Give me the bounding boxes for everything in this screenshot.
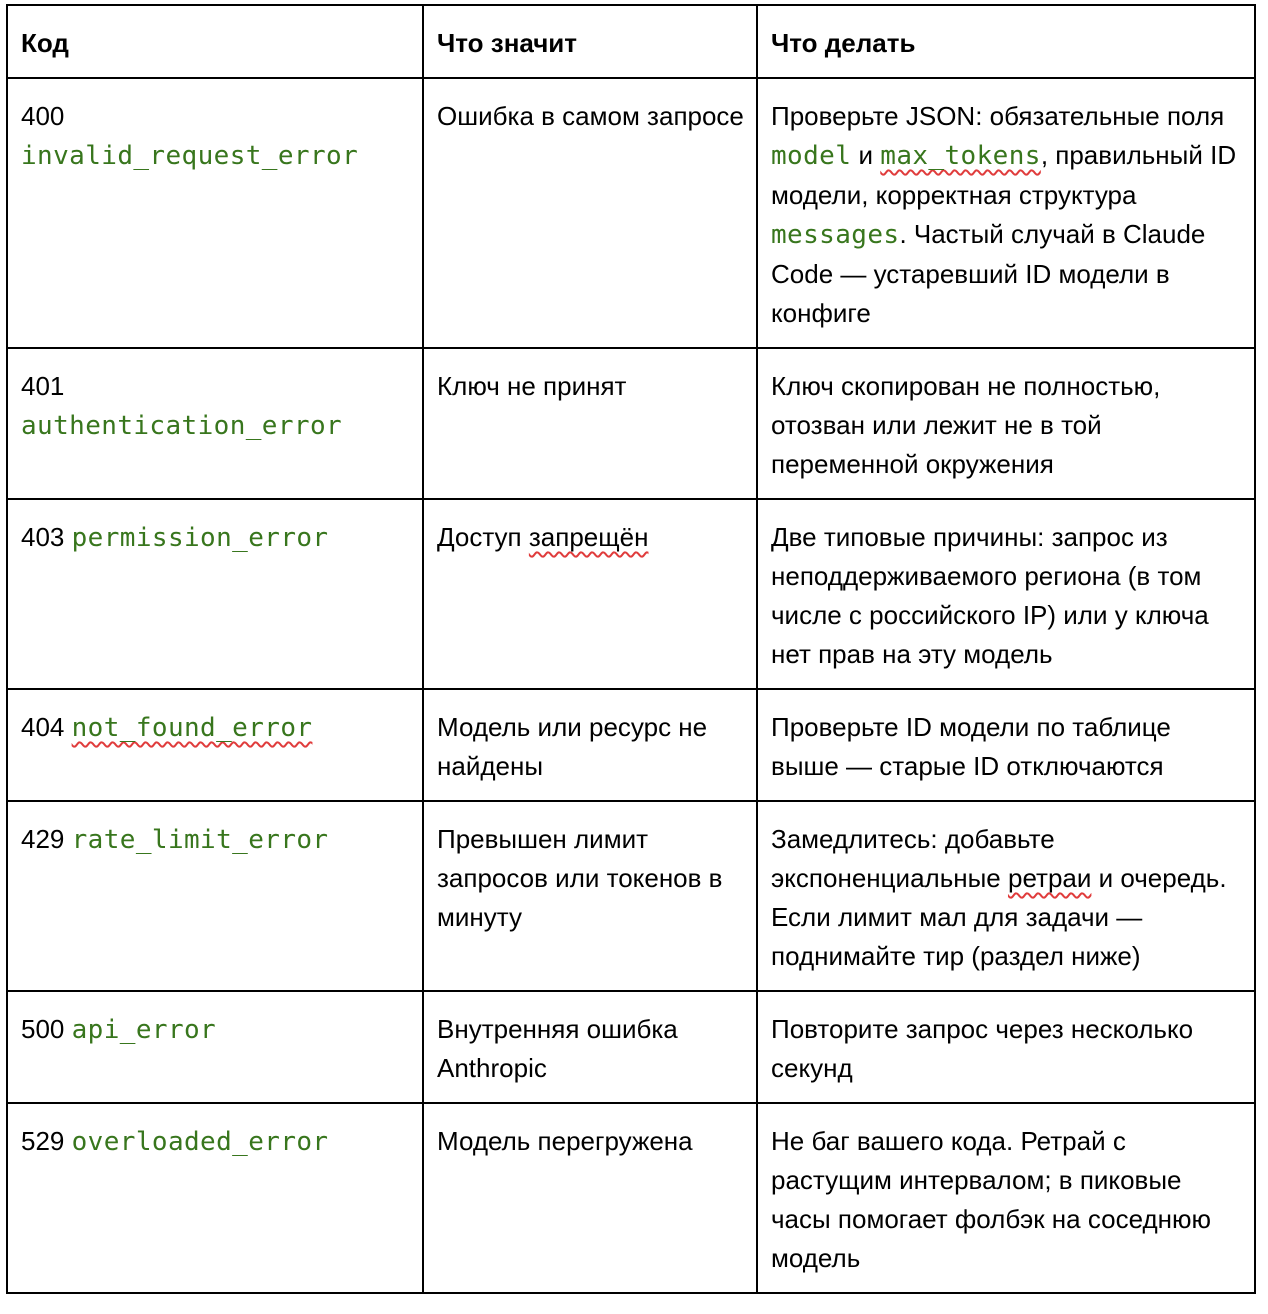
action-text: и [851,140,881,170]
header-action: Что делать [757,5,1255,78]
table-row [7,689,1255,801]
action-text: , правильный ID модели, корректная структура [771,140,1237,210]
action-cell [757,801,1255,991]
code-cell [7,499,423,689]
action-cell [757,78,1255,348]
table-row [7,499,1255,689]
status-code: 400 [21,101,65,131]
status-code: 529 [21,1126,65,1156]
action-text: . Частый случай в Claude Code — устаревший ID модели в конфиге [771,219,1206,328]
error-type: not_found_error [71,713,313,743]
error-type: invalid_request_error [21,141,359,171]
error-type: permission_error [71,523,329,553]
error-type: overloaded_error [71,1127,329,1157]
action-text: и очередь. Если лимит мал для задачи — поднимайте тир (раздел ниже) [771,863,1227,971]
status-code: 429 [21,824,65,854]
meaning-cell: Внутренняя ошибка Anthropic [423,991,757,1103]
table-row [7,801,1255,991]
action-cell: Ключ скопирован не полностью, отозван или лежит не в той переменной окружения [757,348,1255,499]
table-row [7,991,1255,1103]
table-row [7,78,1255,348]
inline-code: max_tokens [880,141,1041,171]
meaning-cell: Ошибка в самом запросе [423,78,757,348]
action-text: Замедлитесь: добавьте экспоненциальные [771,824,1055,893]
error-codes-table [6,4,1256,1294]
header-code: Код [7,5,423,78]
meaning-cell: Модель или ресурс не найдены [423,689,757,801]
action-text: Проверьте JSON: обязательные поля [771,101,1225,131]
code-cell [7,1103,423,1293]
status-code: 401 [21,371,65,401]
status-code: 404 [21,712,65,742]
action-cell: Проверьте ID модели по таблице выше — старые ID отключаются [757,689,1255,801]
meaning-text: запрещён [528,522,649,552]
header-row [7,5,1255,78]
inline-code: messages [771,220,900,250]
code-cell [7,689,423,801]
meaning-cell: Ключ не принят [423,348,757,499]
code-cell [7,348,423,499]
table-row [7,348,1255,499]
status-code: 500 [21,1014,65,1044]
code-cell [7,991,423,1103]
action-cell: Повторите запрос через несколько секунд [757,991,1255,1103]
error-type: api_error [71,1015,217,1045]
action-cell: Не баг вашего кода. Ретрай с растущим интервалом; в пиковые часы помогает фолбэк на соседнюю модель [757,1103,1255,1293]
error-type: rate_limit_error [71,825,329,855]
code-cell [7,78,423,348]
code-cell [7,801,423,991]
table-row [7,1103,1255,1293]
error-type: authentication_error [21,411,343,441]
meaning-text: Доступ [437,522,529,552]
meaning-cell [423,499,757,689]
action-cell: Две типовые причины: запрос из неподдерживаемого региона (в том числе с российского IP) или у ключа нет прав на эту модель [757,499,1255,689]
status-code: 403 [21,522,65,552]
meaning-cell: Превышен лимит запросов или токенов в минуту [423,801,757,991]
header-meaning: Что значит [423,5,757,78]
action-text: ретраи [1007,863,1092,893]
inline-code: model [771,141,852,171]
meaning-cell: Модель перегружена [423,1103,757,1293]
